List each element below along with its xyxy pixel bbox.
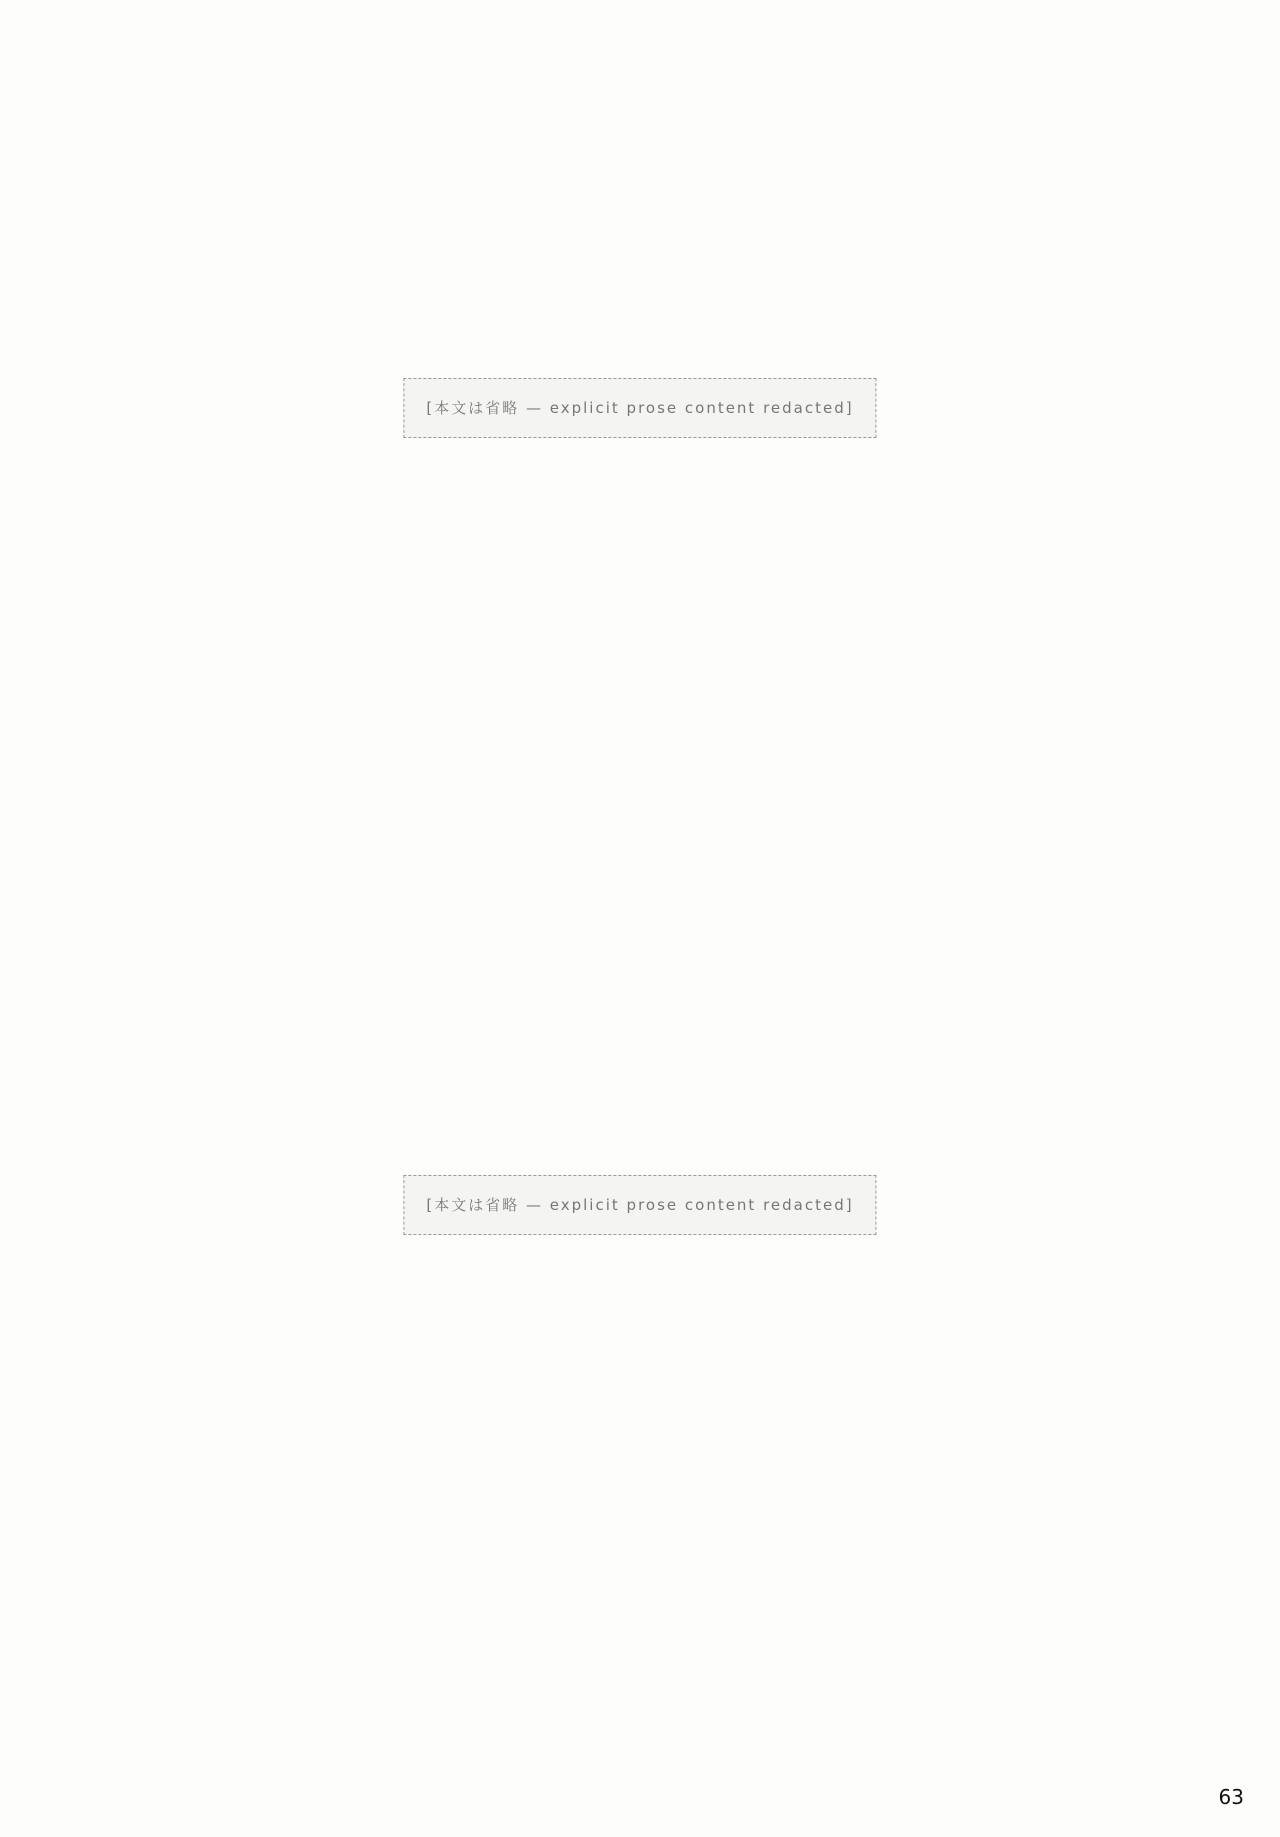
page-number: 63: [1218, 1785, 1244, 1809]
redaction-notice: [本文は省略 — explicit prose content redacted]: [403, 378, 876, 438]
redaction-notice: [本文は省略 — explicit prose content redacted]: [403, 1175, 876, 1235]
text-block-top: [40, 48, 1240, 768]
text-block-bottom: [40, 840, 1240, 1570]
